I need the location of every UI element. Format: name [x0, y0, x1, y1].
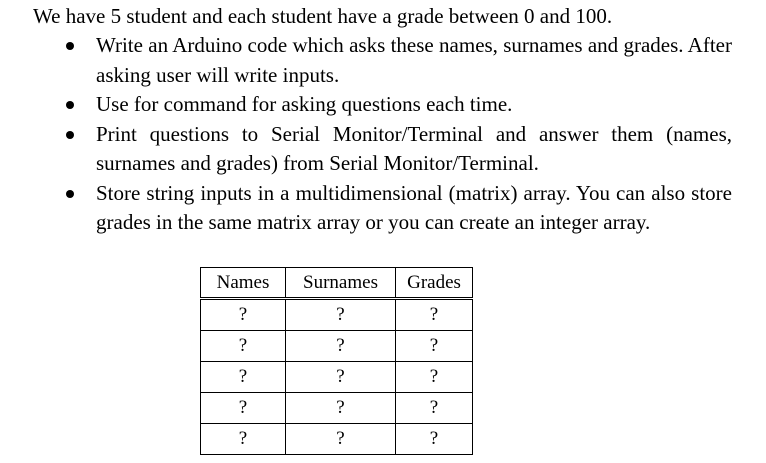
- grade-cell: ?: [396, 299, 473, 331]
- list-item: [0, 179, 732, 238]
- table-row: [201, 331, 473, 362]
- surname-cell: ?: [286, 424, 396, 455]
- surname-cell: ?: [286, 299, 396, 331]
- list-item: [0, 120, 732, 179]
- grade-cell: ?: [396, 393, 473, 424]
- table-header-row: [201, 268, 473, 299]
- bullet-icon: [66, 190, 74, 198]
- bullet-icon: [66, 131, 74, 139]
- grades-column-header: Grades: [396, 268, 473, 299]
- list-item: [0, 31, 732, 90]
- name-cell: ?: [201, 424, 286, 455]
- name-cell: ?: [201, 393, 286, 424]
- surname-cell: ?: [286, 393, 396, 424]
- surname-cell: ?: [286, 331, 396, 362]
- bullet-icon: [66, 101, 74, 109]
- intro-text: We have 5 student and each student have a grade between 0 and 100.: [33, 4, 613, 28]
- grade-cell: ?: [396, 331, 473, 362]
- list-item-text: Print questions to Serial Monitor/Terminal and answer them (names, surnames and grades) from Serial Monitor/Terminal.: [96, 121, 732, 175]
- name-cell: ?: [201, 362, 286, 393]
- names-column-header: Names: [201, 268, 286, 299]
- surname-cell: ?: [286, 362, 396, 393]
- name-cell: ?: [201, 331, 286, 362]
- student-grades-table: [200, 267, 473, 455]
- grade-cell: ?: [396, 362, 473, 393]
- table-row: [201, 299, 473, 331]
- list-item-text: Use for command for asking questions each time.: [96, 92, 513, 116]
- requirements-list: [0, 31, 766, 238]
- bullet-icon: [66, 42, 74, 50]
- table-row: [201, 393, 473, 424]
- list-item-text: Store string inputs in a multidimensional (matrix) array. You can also store grades in the same matrix array or you can create an integer array.: [96, 180, 732, 234]
- list-item-text: Write an Arduino code which asks these names, surnames and grades. After asking user will write inputs.: [96, 33, 732, 87]
- surnames-column-header: Surnames: [286, 268, 396, 299]
- table-row: [201, 362, 473, 393]
- grade-cell: ?: [396, 424, 473, 455]
- name-cell: ?: [201, 299, 286, 331]
- table-row: [201, 424, 473, 455]
- list-item: [0, 90, 732, 120]
